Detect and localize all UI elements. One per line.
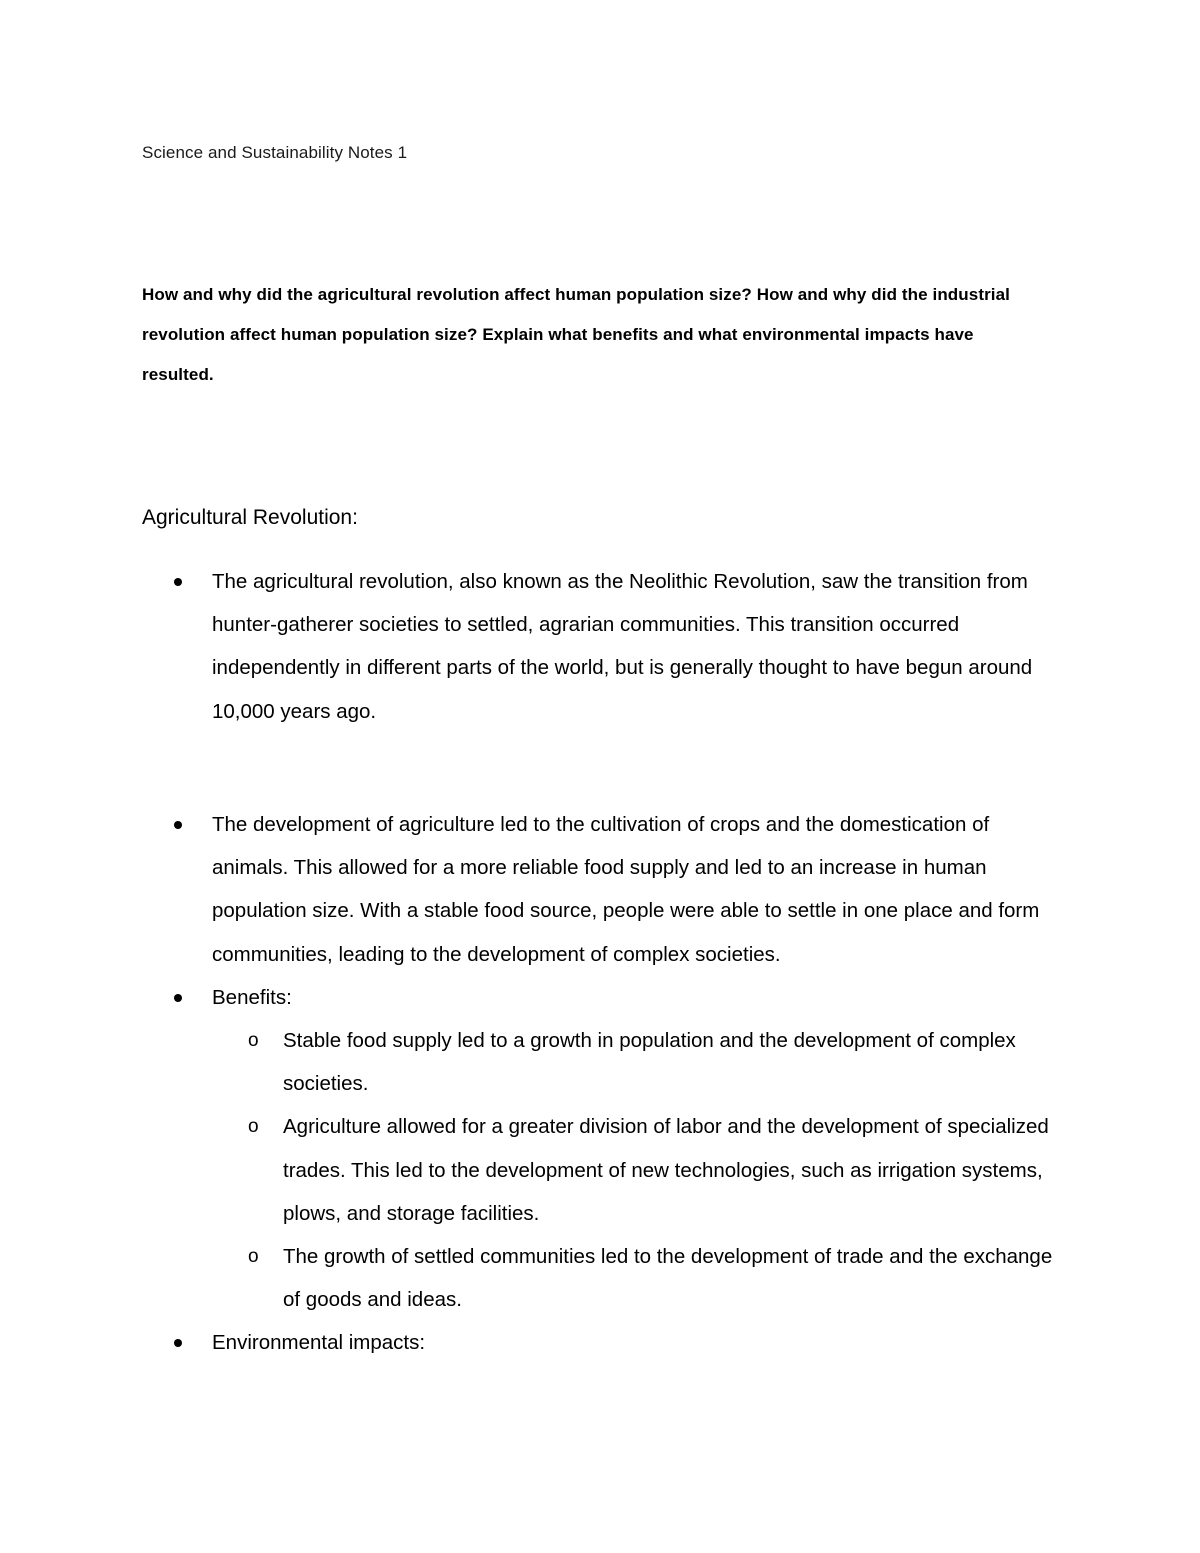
sub-list-item-text: Stable food supply led to a growth in population and the development of complex societies. [283, 1029, 1016, 1096]
bullet-dot-icon [174, 821, 182, 829]
document-header: Science and Sustainability Notes 1 [142, 143, 408, 162]
sub-list-item [212, 1105, 1062, 1235]
hollow-circle-bullet-icon: o [248, 1116, 259, 1138]
hollow-circle-bullet-icon: o [248, 1246, 259, 1268]
list-item-text: Benefits: [212, 985, 292, 1009]
list-item-text: Environmental impacts: [212, 1331, 426, 1355]
assignment-question: How and why did the agricultural revolution affect human population size? How and why did the industrial revolution affect human population size? Explain what benefits and what environmental impacts have resulted. [142, 285, 1011, 384]
sub-bullet-list [212, 1019, 1062, 1321]
sub-list-item-text: The growth of settled communities led to the development of trade and the exchange of goods and ideas. [283, 1245, 1053, 1312]
list-item-text: The development of agriculture led to the cultivation of crops and the domestication of animals. This allowed for a more reliable food supply and led to an increase in human population size. With a stable food source, people were able to settle in one place and form communities, leading to the development of complex societies. [212, 813, 1040, 966]
list-item [142, 1321, 1062, 1364]
sub-list-item-text: Agriculture allowed for a greater division of labor and the development of specialized trades. This led to the development of new technologies, such as irrigation systems, plows, and storage facilities. [283, 1115, 1049, 1225]
bullet-list-main [142, 803, 1062, 1365]
bullet-dot-icon [174, 994, 182, 1002]
sub-list-item [212, 1235, 1062, 1321]
section-heading: Agricultural Revolution: [142, 506, 358, 529]
sub-list-item [212, 1019, 1062, 1105]
list-item [142, 803, 1062, 976]
list-item [142, 976, 1062, 1322]
list-item-text: The agricultural revolution, also known as the Neolithic Revolution, saw the transition from hunter-gatherer societies to settled, agrarian communities. This transition occurred independently in different parts of the world, but is generally thought to have begun around 10,000 years ago. [212, 570, 1033, 723]
bullet-list-intro [142, 560, 1062, 733]
bullet-dot-icon [174, 1339, 182, 1347]
bullet-dot-icon [174, 578, 182, 586]
list-item [142, 560, 1062, 733]
hollow-circle-bullet-icon: o [248, 1030, 259, 1052]
